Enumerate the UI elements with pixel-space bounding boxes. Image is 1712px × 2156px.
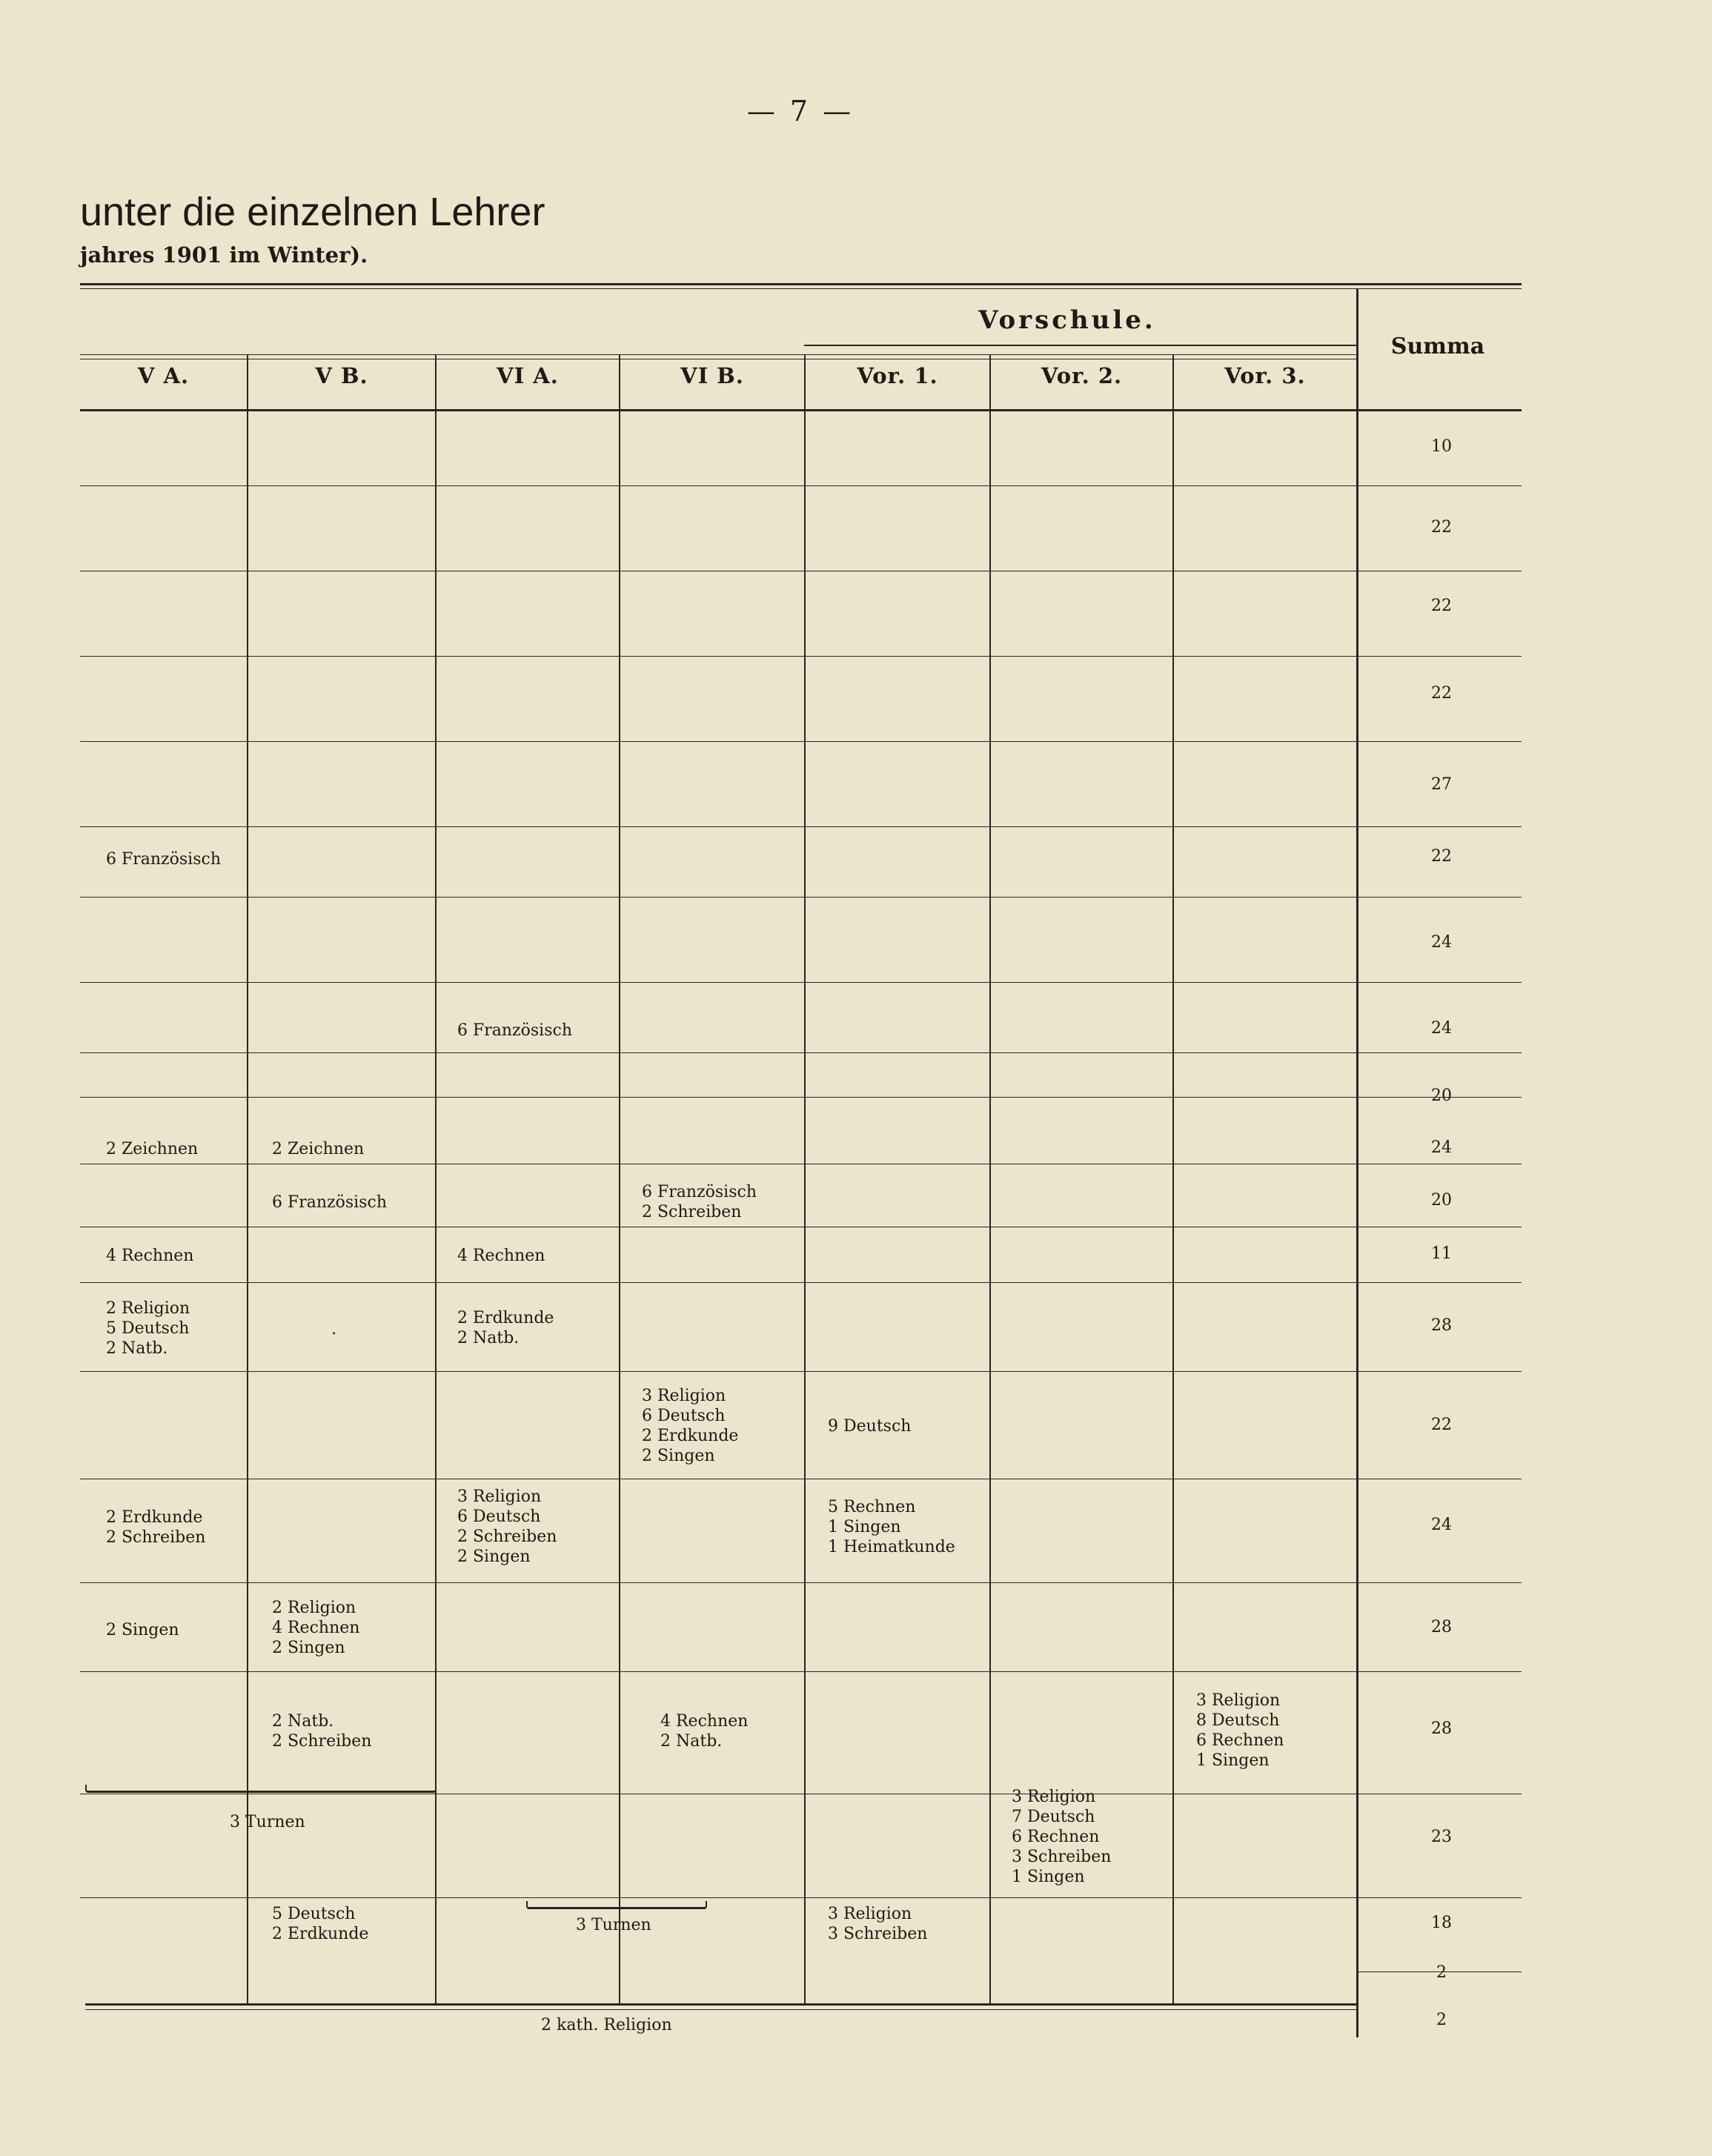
turnen-brace [526, 1901, 707, 1909]
cell-vor3: 3 Religion 8 Deutsch 6 Rechnen 1 Singen [1196, 1691, 1284, 1770]
cell-vib: 3 Religion 6 Deutsch 2 Erdkunde 2 Singen [642, 1387, 739, 1465]
sum-value: 20 [1431, 1087, 1452, 1105]
row-rule [80, 982, 1522, 983]
row-rule [80, 656, 1522, 657]
sum-value: 24 [1431, 933, 1452, 952]
bottom-rule-thin [85, 2009, 1356, 2010]
cell-vb: 2 Zeichnen [272, 1140, 365, 1158]
cell-va: 2 Erdkunde 2 Schreiben [106, 1508, 206, 1547]
sum-value: 22 [1431, 847, 1452, 866]
cell-via: 2 Erdkunde 2 Natb. [457, 1309, 554, 1347]
sum-value: 22 [1431, 684, 1452, 703]
column-header-vor1: Vor. 1. [857, 363, 938, 388]
cell-vor2: 3 Religion 7 Deutsch 6 Rechnen 3 Schreiben 1 Singen [1012, 1788, 1112, 1886]
row-rule [80, 1671, 1522, 1672]
column-header-vor3: Vor. 3. [1224, 363, 1306, 388]
sum-value: 18 [1431, 1914, 1452, 1932]
col-divider [619, 354, 620, 2003]
cell-va: 2 Singen [106, 1621, 179, 1639]
sum-value: 10 [1431, 437, 1452, 456]
cell-vib: 4 Rechnen 2 Natb. [660, 1712, 749, 1751]
sum-value: 11 [1431, 1244, 1452, 1263]
sum-value: 2 [1436, 2011, 1447, 2029]
summa-divider [1356, 288, 1358, 2037]
cell-vib: 6 Französisch 2 Schreiben [642, 1183, 757, 1221]
cell-va: 4 Rechnen [106, 1247, 194, 1265]
row-rule [80, 1052, 1522, 1053]
bottom-rule [85, 2003, 1356, 2006]
column-header-vib: VI B. [680, 363, 744, 388]
cell-va: 2 Zeichnen [106, 1140, 199, 1158]
col-divider [1172, 354, 1174, 2003]
cell-via: 3 Religion 6 Deutsch 2 Schreiben 2 Singen [457, 1487, 557, 1566]
sum-value: 22 [1431, 597, 1452, 615]
sum-value: 23 [1431, 1828, 1452, 1846]
col-divider [989, 354, 991, 2003]
row-rule [80, 897, 1522, 898]
col-divider [247, 354, 248, 2003]
row-rule [80, 826, 1522, 827]
sum-value: 24 [1431, 1019, 1452, 1038]
cell-turnen: 3 Turnen [230, 1813, 305, 1831]
column-header-vb: V B. [315, 363, 368, 388]
vorschule-rule [804, 345, 1356, 346]
sum-value: 28 [1431, 1719, 1452, 1738]
row-rule [80, 1097, 1522, 1098]
cell-via: 4 Rechnen [457, 1247, 545, 1265]
cell-turnen: 3 Turnen [576, 1916, 651, 1934]
cell-vor1: 9 Deutsch [828, 1417, 912, 1436]
page-subtitle: jahres 1901 im Winter). [80, 242, 368, 268]
sum-value: 22 [1431, 1416, 1452, 1434]
header-rule-thin [80, 354, 1358, 355]
sum-value: 28 [1431, 1618, 1452, 1636]
sum-value: 24 [1431, 1138, 1452, 1157]
cell-va: 2 Religion 5 Deutsch 2 Natb. [106, 1299, 190, 1358]
row-rule [80, 485, 1522, 486]
column-header-va: V A. [137, 363, 190, 388]
col-divider [435, 354, 437, 2003]
row-rule [80, 1897, 1522, 1898]
sum-value: 20 [1431, 1191, 1452, 1210]
summa-header: Summa [1390, 334, 1485, 359]
cell-via: 6 Französisch [457, 1021, 572, 1040]
cell-vor1: 3 Religion 3 Schreiben [828, 1905, 928, 1943]
sum-value: 27 [1431, 775, 1452, 794]
row-rule [80, 1282, 1522, 1283]
cell-vb: 6 Französisch [272, 1193, 387, 1212]
cell-kath-religion: 2 kath. Religion [541, 2016, 672, 2034]
row-rule [80, 741, 1522, 742]
cell-vb: 2 Natb. 2 Schreiben [272, 1712, 372, 1751]
col-divider [804, 354, 806, 2003]
page-number: — 7 — [746, 95, 855, 127]
sum-value: 24 [1431, 1516, 1452, 1534]
top-rule-thin [80, 288, 1522, 289]
page-title: unter die einzelnen Lehrer [80, 190, 545, 234]
vorschule-header: Vorschule. [978, 305, 1156, 335]
cell-vor1: 5 Rechnen 1 Singen 1 Heimatkunde [828, 1498, 955, 1556]
row-rule [80, 1582, 1522, 1583]
cell-vb: 5 Deutsch 2 Erdkunde [272, 1905, 369, 1943]
column-header-vor2: Vor. 2. [1041, 363, 1123, 388]
turnen-brace [85, 1785, 437, 1793]
column-header-via: VI A. [497, 363, 559, 388]
row-rule [80, 1371, 1522, 1372]
top-rule [80, 283, 1522, 285]
sum-value: 2 [1436, 1963, 1447, 1982]
cell-vb: 2 Religion 4 Rechnen 2 Singen [272, 1599, 360, 1657]
cell-vb: . [331, 1320, 336, 1339]
cell-va: 6 Französisch [106, 850, 221, 869]
header-bottom-rule [80, 409, 1522, 411]
sum-value: 22 [1431, 518, 1452, 537]
sum-value: 28 [1431, 1316, 1452, 1335]
